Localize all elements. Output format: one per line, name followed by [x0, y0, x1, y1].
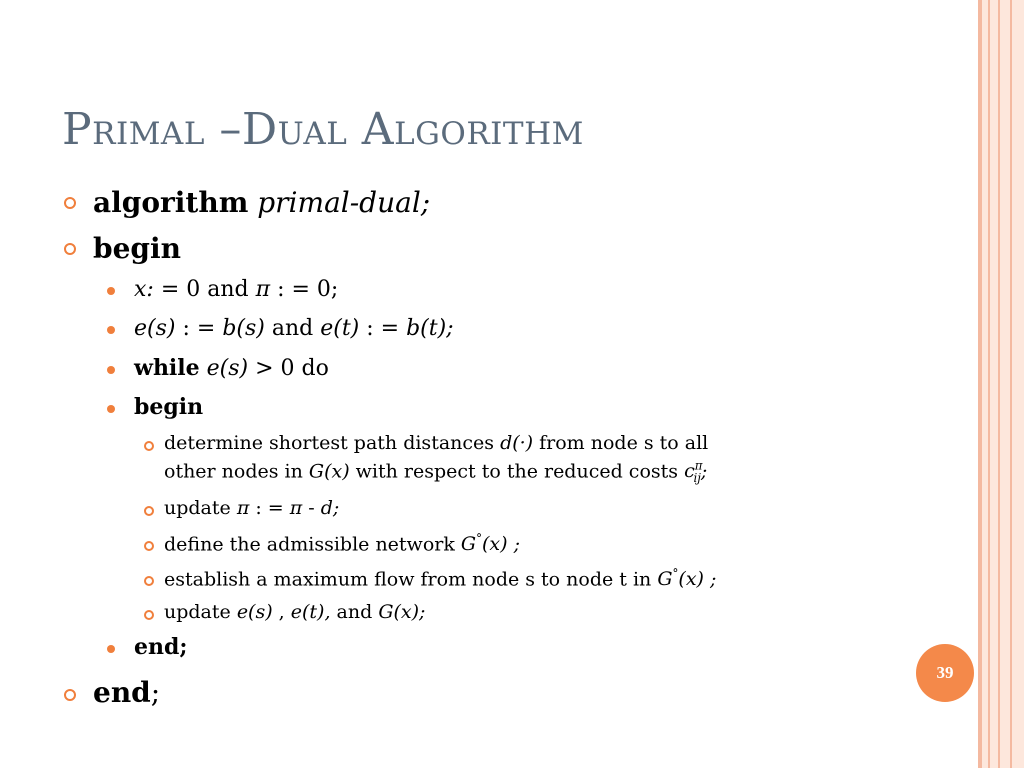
keyword: while [134, 355, 200, 381]
text: G(x) [308, 460, 350, 483]
bullet-icon [144, 541, 154, 551]
text: : = [175, 316, 223, 341]
line-max-flow [164, 567, 716, 590]
text: ij [693, 471, 701, 486]
text: G(x); [378, 601, 426, 623]
text: determine shortest path distances [164, 432, 501, 454]
text: π [255, 277, 271, 302]
text: e(s) [236, 601, 273, 623]
bullet-icon [107, 366, 115, 374]
text: G [460, 533, 477, 556]
bullet-icon [64, 243, 76, 255]
text: x: [134, 277, 154, 302]
text: update [164, 601, 237, 623]
text: update [164, 497, 237, 519]
text: d; [320, 497, 340, 519]
text: : = [359, 316, 407, 341]
bullet-icon [107, 405, 115, 413]
line-begin: begin [93, 232, 181, 265]
text: e(t) [320, 316, 360, 341]
text: e(t), [290, 601, 331, 623]
line-while [134, 355, 329, 381]
line-update-e [164, 601, 425, 623]
text: e(s) [199, 356, 249, 381]
reduced-cost-symbol [684, 459, 703, 486]
text: ° [672, 567, 679, 581]
line-admissible [164, 532, 520, 555]
text: c [684, 460, 695, 483]
decor-stripe [990, 0, 998, 768]
text: d(·) [500, 432, 534, 454]
line-inner-end: end; [134, 634, 188, 660]
text: ; [150, 676, 161, 709]
math-g-ring [461, 533, 508, 555]
text: : = [249, 497, 290, 519]
text: ; [700, 460, 708, 483]
text: π [289, 497, 303, 519]
decor-stripe [1000, 0, 1010, 768]
line-end [93, 676, 160, 709]
text: establish a maximum flow from node s to node t in [164, 568, 658, 591]
bullet-icon [144, 506, 154, 516]
text: with respect to the reduced costs [349, 460, 685, 483]
text: = 0 and [153, 277, 256, 302]
text: b(s) [222, 316, 265, 341]
line-inner-begin: begin [134, 394, 204, 420]
text: from node s to all [533, 432, 709, 454]
line-init-e [134, 316, 454, 341]
text: > 0 do [248, 356, 329, 381]
text: ; [703, 568, 717, 591]
algorithm-name: primal-dual; [257, 186, 431, 219]
line-init-x [134, 277, 338, 302]
text: and [264, 316, 321, 341]
bullet-icon [107, 287, 115, 295]
page-number-badge: 39 [916, 644, 974, 702]
text: (x) [481, 533, 508, 556]
keyword: algorithm [93, 186, 249, 219]
slide-title: Primal –Dual Algorithm [62, 104, 584, 155]
text: : = 0; [270, 277, 339, 302]
text: π [236, 497, 250, 519]
text: and [330, 601, 379, 623]
bullet-icon [107, 326, 115, 334]
bullet-icon [107, 645, 115, 653]
text: define the admissible network [164, 533, 461, 556]
keyword: end [93, 676, 151, 709]
bullet-icon [144, 610, 154, 620]
line-shortest-path-cont [164, 459, 707, 485]
text: (x) [678, 568, 704, 591]
line-update-pi [164, 497, 339, 519]
text: π [694, 459, 703, 473]
bullet-icon [144, 441, 154, 451]
bullet-icon [144, 576, 154, 586]
bullet-icon [64, 689, 76, 701]
math-g-ring [657, 568, 704, 590]
line-algorithm [93, 186, 430, 219]
decor-stripe [1012, 0, 1024, 768]
text: G [657, 568, 673, 591]
text: e(s) [134, 316, 176, 341]
text: , [272, 601, 291, 623]
line-shortest-path [164, 432, 708, 454]
text: - [302, 497, 321, 519]
text: other nodes in [164, 460, 309, 483]
text: b(t); [406, 316, 454, 341]
text: ; [507, 533, 520, 556]
bullet-icon [64, 197, 76, 209]
text: ° [476, 532, 482, 546]
